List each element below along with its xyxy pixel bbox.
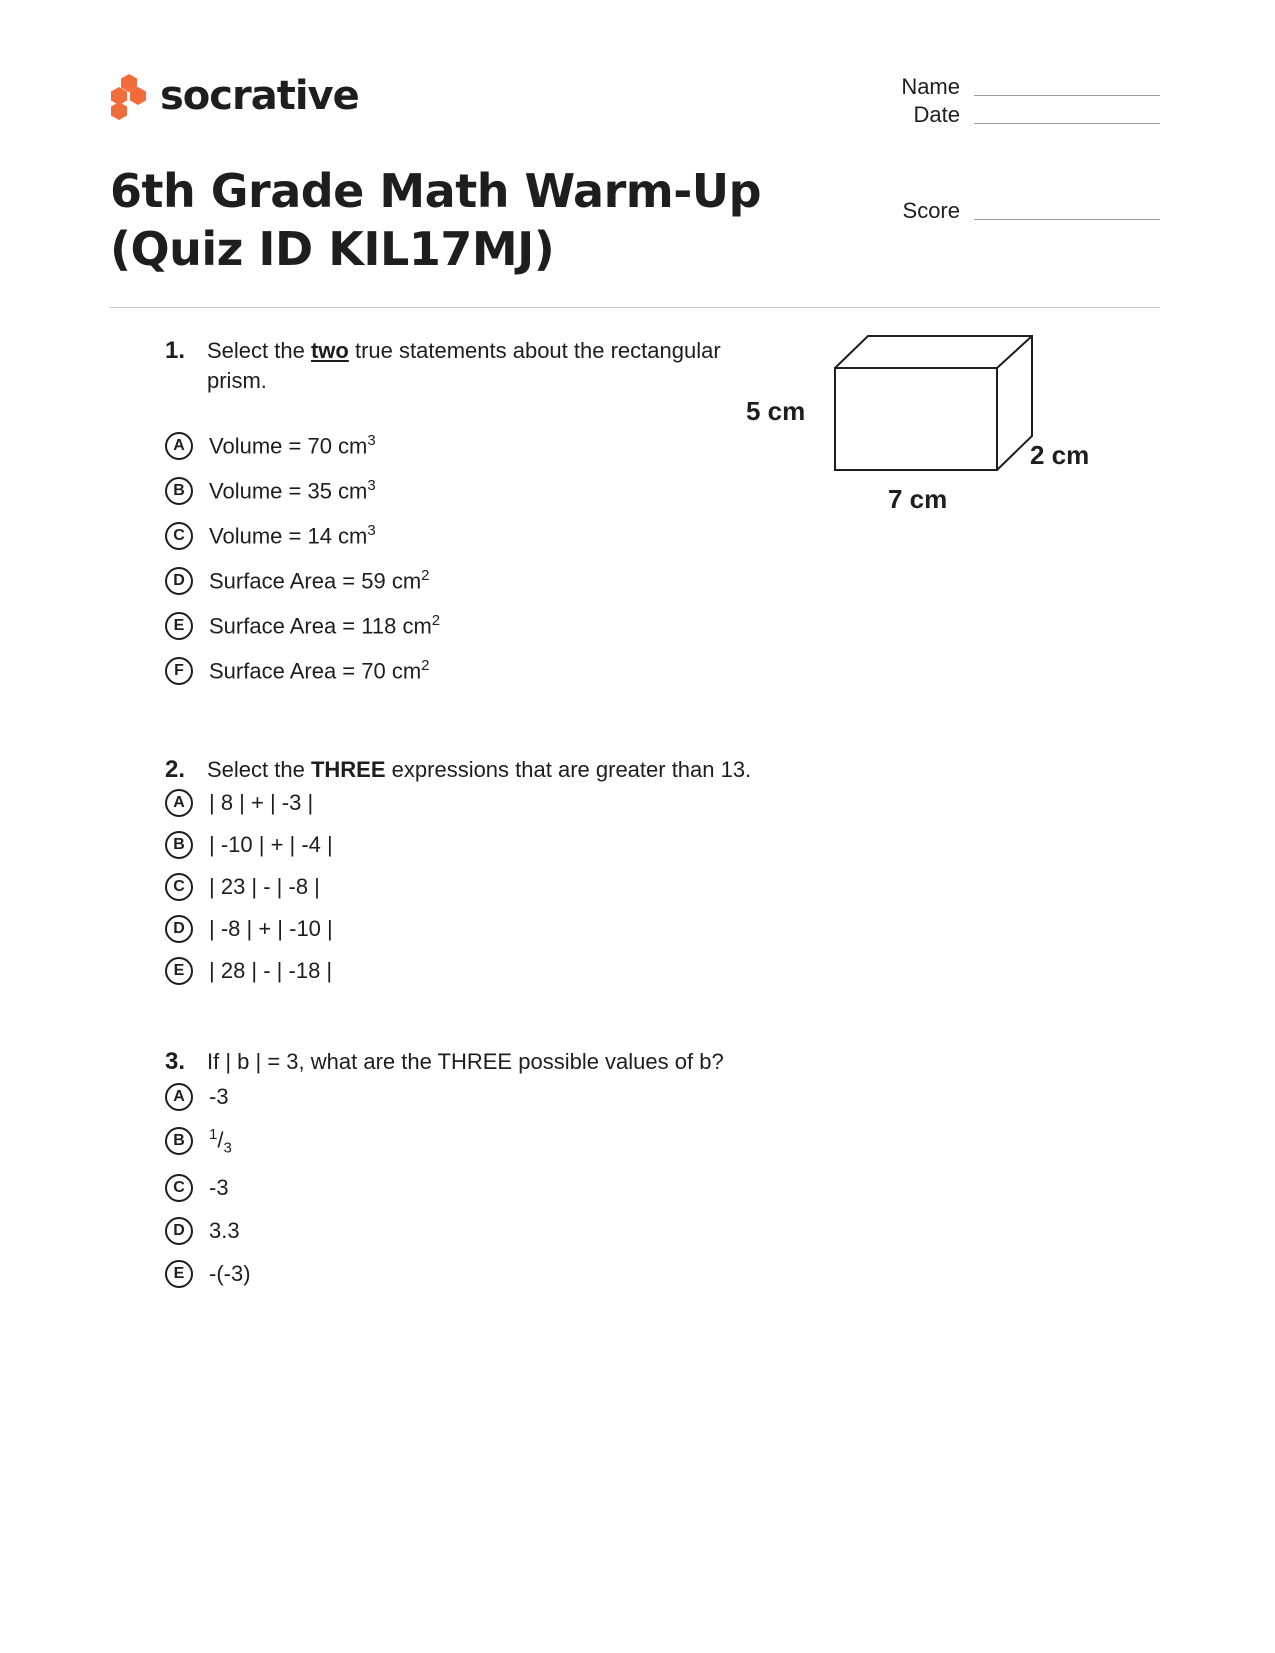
q3-choice-a[interactable]	[165, 1083, 229, 1111]
question-3-number: 3.	[165, 1048, 186, 1075]
date-line[interactable]	[974, 122, 1160, 124]
answer-bubble[interactable]: E	[165, 1260, 193, 1288]
question-2-prompt	[165, 755, 765, 785]
depth-label: 2 cm	[1030, 440, 1090, 470]
answer-bubble[interactable]: E	[165, 612, 193, 640]
q2-choice-d[interactable]	[165, 915, 333, 943]
choice-text: Volume = 14 $cm^3$	[209, 522, 376, 549]
answer-bubble[interactable]: D	[165, 1217, 193, 1245]
answer-bubble[interactable]: D	[165, 567, 193, 595]
q1-choice-f[interactable]	[165, 657, 430, 685]
question-3-prompt	[165, 1047, 765, 1077]
answer-bubble[interactable]: E	[165, 957, 193, 985]
question-3	[165, 1047, 765, 1286]
name-line[interactable]	[974, 94, 1160, 96]
q3-choice-d[interactable]	[165, 1217, 240, 1245]
name-label: Name	[901, 74, 960, 99]
name-field[interactable]	[880, 74, 1160, 100]
prism-top-right-edge	[997, 336, 1032, 368]
student-info-fields	[880, 0, 1160, 260]
choice-text: -3	[209, 1084, 229, 1109]
answer-bubble[interactable]: D	[165, 915, 193, 943]
choice-text: 3.3	[209, 1218, 240, 1243]
q3-choice-b[interactable]	[165, 1126, 232, 1157]
q2-choice-a[interactable]	[165, 789, 313, 817]
answer-bubble[interactable]: A	[165, 789, 193, 817]
answer-bubble[interactable]: A	[165, 1083, 193, 1111]
choice-text: -(-3)	[209, 1261, 251, 1286]
answer-bubble[interactable]: B	[165, 1127, 193, 1155]
answer-bubble[interactable]: C	[165, 522, 193, 550]
q1-choice-c[interactable]	[165, 522, 376, 550]
answer-bubble[interactable]: C	[165, 1174, 193, 1202]
question-2-number: 2.	[165, 756, 186, 783]
choice-text: Surface Area = 59 $cm^2$	[209, 567, 430, 594]
socrative-logo	[110, 72, 359, 120]
height-label: 5 cm	[746, 396, 806, 426]
prism-back-edges	[835, 336, 1032, 470]
answer-bubble[interactable]: B	[165, 477, 193, 505]
date-label: Date	[913, 102, 960, 127]
q2-choice-b[interactable]	[165, 831, 333, 859]
choice-text: | -8 | + | -10 |	[209, 916, 333, 941]
score-label: Score	[902, 198, 960, 223]
choice-text: -3	[209, 1175, 229, 1200]
choice-text: Volume = 35 $cm^3$	[209, 477, 376, 504]
choice-text: | -10 | + | -4 |	[209, 832, 333, 857]
question-1-number: 1.	[165, 337, 186, 364]
date-field[interactable]	[880, 102, 1160, 128]
choice-text: Surface Area = 118 $cm^2$	[209, 612, 441, 639]
header-divider	[110, 307, 1160, 308]
answer-bubble[interactable]: F	[165, 657, 193, 685]
choice-text: Volume = 70 $cm^3$	[209, 432, 376, 459]
question-3-text: If | b | = 3, what are the THREE possible values of b?	[207, 1049, 724, 1074]
q1-choice-d[interactable]	[165, 567, 430, 595]
q1-choice-e[interactable]	[165, 612, 440, 640]
score-field[interactable]	[880, 198, 1160, 224]
socrative-hexagon-icon	[110, 72, 148, 120]
q1-choice-b[interactable]	[165, 477, 376, 505]
q3-choice-c[interactable]	[165, 1174, 229, 1202]
rectangular-prism-figure	[746, 330, 1130, 530]
question-1-prompt	[165, 336, 765, 396]
choice-text: $^1/_3$	[209, 1126, 232, 1157]
choice-text: | 28 | - | -18 |	[209, 958, 333, 983]
q3-choice-e[interactable]	[165, 1260, 251, 1288]
answer-bubble[interactable]: A	[165, 432, 193, 460]
q2-choice-e[interactable]	[165, 957, 332, 985]
page-title: 6th Grade Math Warm-Up (Quiz ID KIL17MJ)	[110, 164, 762, 276]
width-label: 7 cm	[888, 484, 948, 514]
question-1	[165, 336, 765, 684]
q1-choice-a[interactable]	[165, 432, 376, 460]
score-line[interactable]	[974, 218, 1160, 220]
brand-name: socrative	[160, 73, 359, 119]
answer-bubble[interactable]: B	[165, 831, 193, 859]
prism-front-face	[835, 368, 997, 470]
question-2-text: Select the THREE expressions that are greater than 13.	[207, 757, 752, 782]
answer-bubble[interactable]: C	[165, 873, 193, 901]
question-1-text: Select the two true statements about the rectangular prism.	[207, 338, 721, 393]
q2-choice-c[interactable]	[165, 873, 320, 901]
choice-text: Surface Area = 70 $cm^2$	[209, 657, 430, 684]
choice-text: | 23 | - | -8 |	[209, 874, 320, 899]
question-2	[165, 755, 765, 983]
choice-text: | 8 | + | -3 |	[209, 790, 314, 815]
